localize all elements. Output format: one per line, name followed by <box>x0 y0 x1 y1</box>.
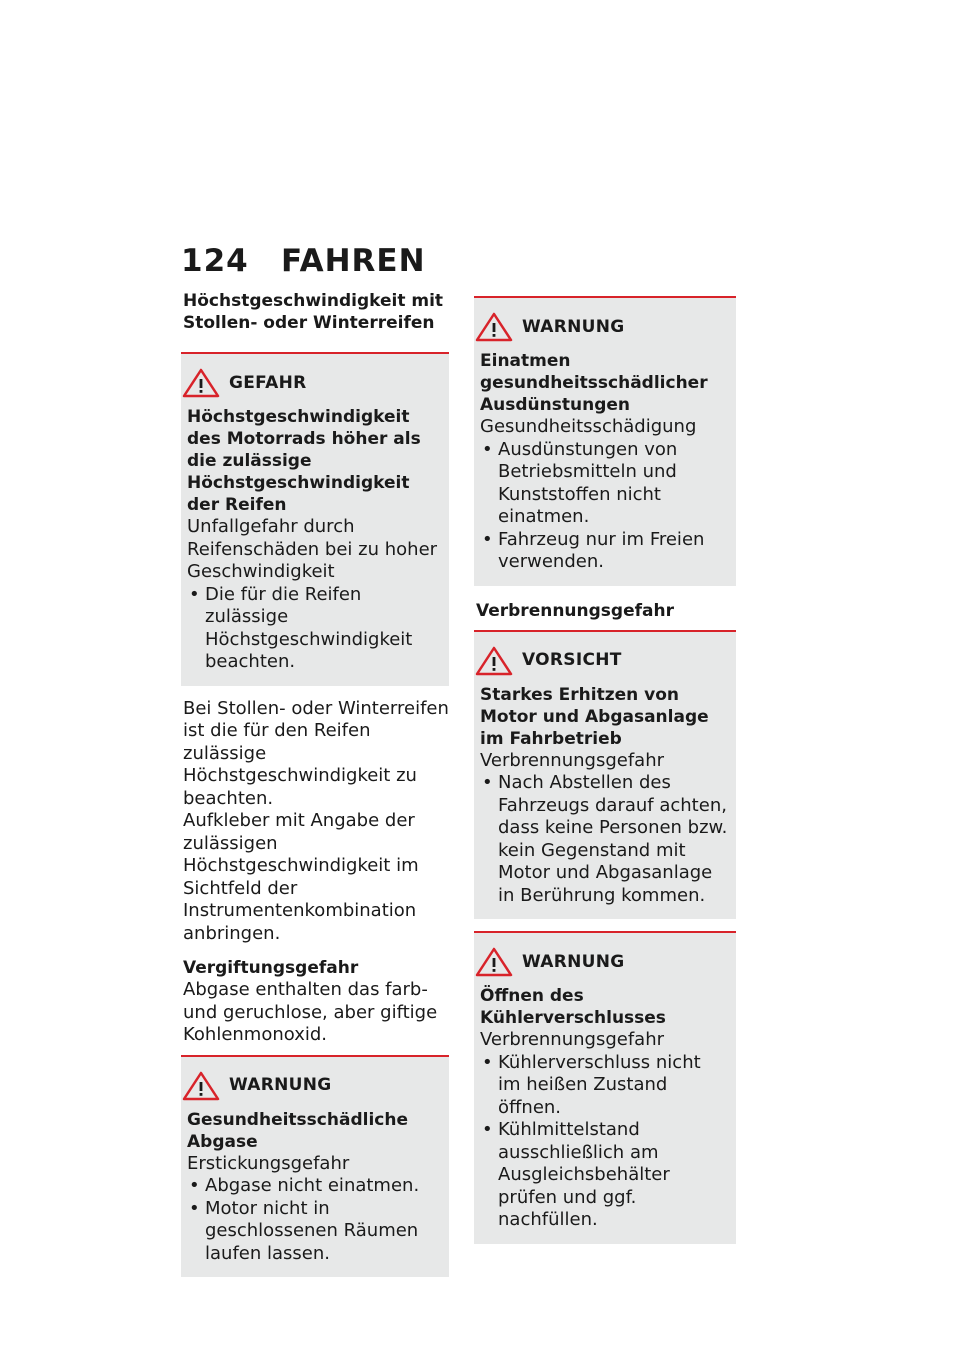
measures-list <box>480 772 728 907</box>
signal-word: GEFAHR <box>229 372 307 393</box>
warning-box <box>474 931 736 1244</box>
list-item: • Die für die Reifen zulässige Höchstgeschwindigkeit beachten. <box>187 584 441 674</box>
list-item: • Motor nicht in geschlossenen Räumen laufen lassen. <box>187 1198 441 1266</box>
hazard-consequence: Erstickungsgefahr <box>187 1152 350 1174</box>
list-item: • Abgase nicht einatmen. <box>187 1175 441 1198</box>
warning-triangle-icon <box>181 1071 221 1101</box>
list-item: • Fahrzeug nur im Freien verwenden. <box>480 529 728 574</box>
warning-box <box>474 296 736 586</box>
danger-box <box>181 352 449 686</box>
signal-word: WARNUNG <box>229 1075 332 1096</box>
measures-list <box>187 1175 441 1265</box>
list-item: • Kühlerverschluss nicht im heißen Zustand öffnen. <box>480 1052 728 1120</box>
page-header <box>181 243 426 279</box>
hazard-title: Gesundheitsschädliche Abgase <box>187 1109 408 1152</box>
body-paragraph: Aufkleber mit Angabe der zulässigen Höchstgeschwindigkeit im Sichtfeld der Instrumentenkombination anbringen. <box>183 810 419 944</box>
signal-word: VORSICHT <box>522 650 622 671</box>
hazard-title: Starkes Erhitzen von Motor und Abgasanlage im Fahrbetrieb <box>480 684 709 749</box>
hazard-title: Öffnen des Kühlerverschlusses <box>480 986 666 1028</box>
warning-box <box>181 1055 449 1278</box>
body-paragraph: Bei Stollen- oder Winterreifen ist die für den Reifen zulässige Höchstgeschwindigkeit zu beachten. <box>183 697 449 809</box>
hazard-title: Einatmen gesundheitsschädlicher Ausdünstungen <box>480 351 708 415</box>
hazard-title: Höchstgeschwindigkeit des Motorrads höher als die zulässige Höchstgeschwindigkeit der Reifen <box>187 407 421 515</box>
signal-word: WARNUNG <box>522 951 625 972</box>
page-number: 124 <box>181 243 249 279</box>
list-item: • Ausdünstungen von Betriebsmitteln und Kunststoffen nicht einatmen. <box>480 439 728 529</box>
list-item: • Nach Abstellen des Fahrzeugs darauf achten, dass keine Personen bzw. kein Gegenstand mit Motor und Abgasanlage in Berührung kommen. <box>480 772 728 907</box>
list-item: • Kühlmittelstand ausschließlich am Ausgleichsbehälter prüfen und ggf. nachfüllen. <box>480 1119 728 1232</box>
section-heading: Verbrennungsgefahr <box>476 600 674 621</box>
warning-triangle-icon <box>474 312 514 342</box>
section-heading: Höchstgeschwindigkeit mit Stollen- oder Winterreifen <box>183 291 444 333</box>
right-column <box>474 296 736 1244</box>
caution-box <box>474 630 736 920</box>
hazard-consequence: Verbrennungsgefahr <box>480 1029 665 1050</box>
hazard-consequence: Gesundheitsschädigung <box>480 416 697 437</box>
warning-triangle-icon <box>474 646 514 676</box>
warning-triangle-icon <box>181 368 221 398</box>
measures-list <box>480 439 728 574</box>
warning-triangle-icon <box>474 947 514 977</box>
hazard-consequence: Verbrennungsgefahr <box>480 749 665 771</box>
measures-list <box>187 584 441 674</box>
hazard-consequence: Unfallgefahr durch Reifenschäden bei zu hoher Geschwindigkeit <box>187 516 438 582</box>
body-paragraph: Abgase enthalten das farb- und geruchlose, aber giftige Kohlenmonoxid. <box>183 979 438 1045</box>
section-heading: Vergiftungsgefahr <box>183 958 359 978</box>
left-column <box>181 290 449 1277</box>
chapter-title: FAHREN <box>281 243 426 279</box>
measures-list <box>480 1052 728 1232</box>
signal-word: WARNUNG <box>522 316 625 337</box>
